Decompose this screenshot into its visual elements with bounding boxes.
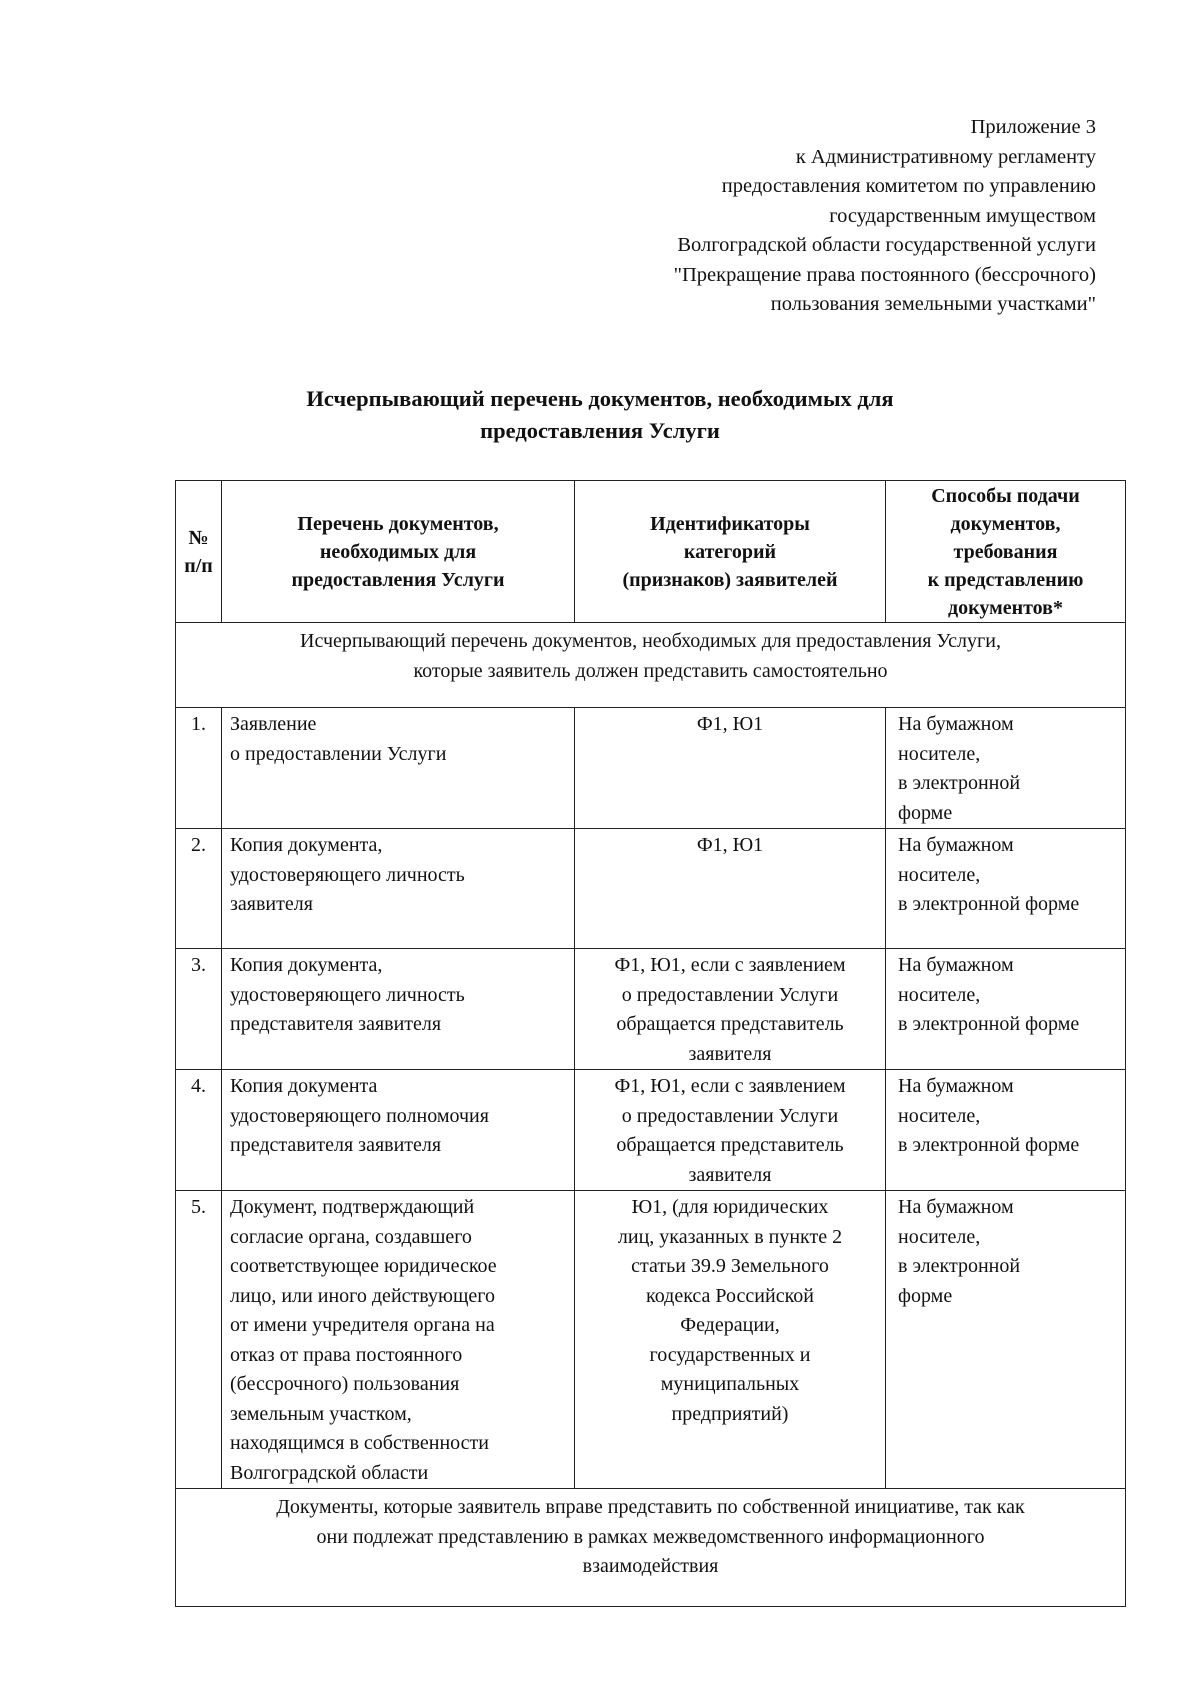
- document-title: [0, 383, 1200, 447]
- row-method: На бумажном носителе, в электронной форме: [886, 829, 1126, 949]
- documents-table: [175, 480, 1126, 1607]
- header-line: "Прекращение права постоянного (бессрочного): [673, 263, 1096, 286]
- header-line: Волгоградской области государственной услуги: [677, 234, 1096, 256]
- row-method: На бумажном носителе, в электронной форме: [886, 1191, 1126, 1489]
- row-method: На бумажном носителе, в электронной форме: [886, 1070, 1126, 1191]
- section-heading-mandatory: Исчерпывающий перечень документов, необходимых для предоставления Услуги, которые заявитель должен представить самостоятельно: [176, 623, 1126, 708]
- appendix-header: [674, 113, 1096, 320]
- header-line: предоставления комитетом по управлению: [721, 175, 1096, 197]
- row-number: 4.: [176, 1070, 222, 1191]
- row-number: 2.: [176, 829, 222, 949]
- section-row: [176, 623, 1126, 708]
- row-method: На бумажном носителе, в электронной форме: [886, 708, 1126, 829]
- row-document: Заявление о предоставлении Услуги: [222, 708, 575, 829]
- row-identifiers: Ю1, (для юридических лиц, указанных в пункте 2 статьи 39.9 Земельного кодекса Российской Федерации, государственных и муниципальных предприятий): [575, 1191, 886, 1489]
- header-line: государственным имуществом: [829, 204, 1096, 227]
- column-header-identifiers: Идентификаторы категорий (признаков) заявителей: [575, 481, 886, 623]
- table-row: [176, 1191, 1126, 1489]
- row-number: 1.: [176, 708, 222, 829]
- row-document: Документ, подтверждающий согласие органа, создавшего соответствующее юридическое лицо, или иного действующего от имени учредителя органа на отказ от права постоянного (бессрочного) пользования земельным участком, находящимся в собственности Волгоградской области: [222, 1191, 575, 1489]
- section-row: [176, 1489, 1126, 1607]
- row-identifiers: Ф1, Ю1: [575, 708, 886, 829]
- row-method: На бумажном носителе, в электронной форме: [886, 949, 1126, 1070]
- table-header-row: [176, 481, 1126, 623]
- table-row: [176, 708, 1126, 829]
- table-row: [176, 1070, 1126, 1191]
- row-number: 5.: [176, 1191, 222, 1489]
- table-row: [176, 829, 1126, 949]
- header-line: к Административному регламенту: [795, 145, 1096, 168]
- row-number: 3.: [176, 949, 222, 1070]
- row-identifiers: Ф1, Ю1: [575, 829, 886, 949]
- row-identifiers: Ф1, Ю1, если с заявлением о предоставлении Услуги обращается представитель заявителя: [575, 949, 886, 1070]
- title-line: предоставления Услуги: [480, 418, 720, 443]
- row-document: Копия документа, удостоверяющего личность представителя заявителя: [222, 949, 575, 1070]
- row-document: Копия документа удостоверяющего полномочия представителя заявителя: [222, 1070, 575, 1191]
- column-header-methods: Способы подачи документов, требования к представлению документов*: [886, 481, 1126, 623]
- table-row: [176, 949, 1126, 1070]
- title-line: Исчерпывающий перечень документов, необходимых для: [306, 386, 894, 411]
- header-line: пользования земельными участками": [770, 293, 1096, 315]
- column-header-number: № п/п: [176, 481, 222, 623]
- section-heading-optional: Документы, которые заявитель вправе представить по собственной инициативе, так как они подлежат представлению в рамках межведомственного информационного взаимодействия: [176, 1489, 1126, 1607]
- header-line: Приложение 3: [970, 116, 1096, 138]
- row-document: Копия документа, удостоверяющего личность заявителя: [222, 829, 575, 949]
- column-header-documents: Перечень документов, необходимых для предоставления Услуги: [222, 481, 575, 623]
- row-identifiers: Ф1, Ю1, если с заявлением о предоставлении Услуги обращается представитель заявителя: [575, 1070, 886, 1191]
